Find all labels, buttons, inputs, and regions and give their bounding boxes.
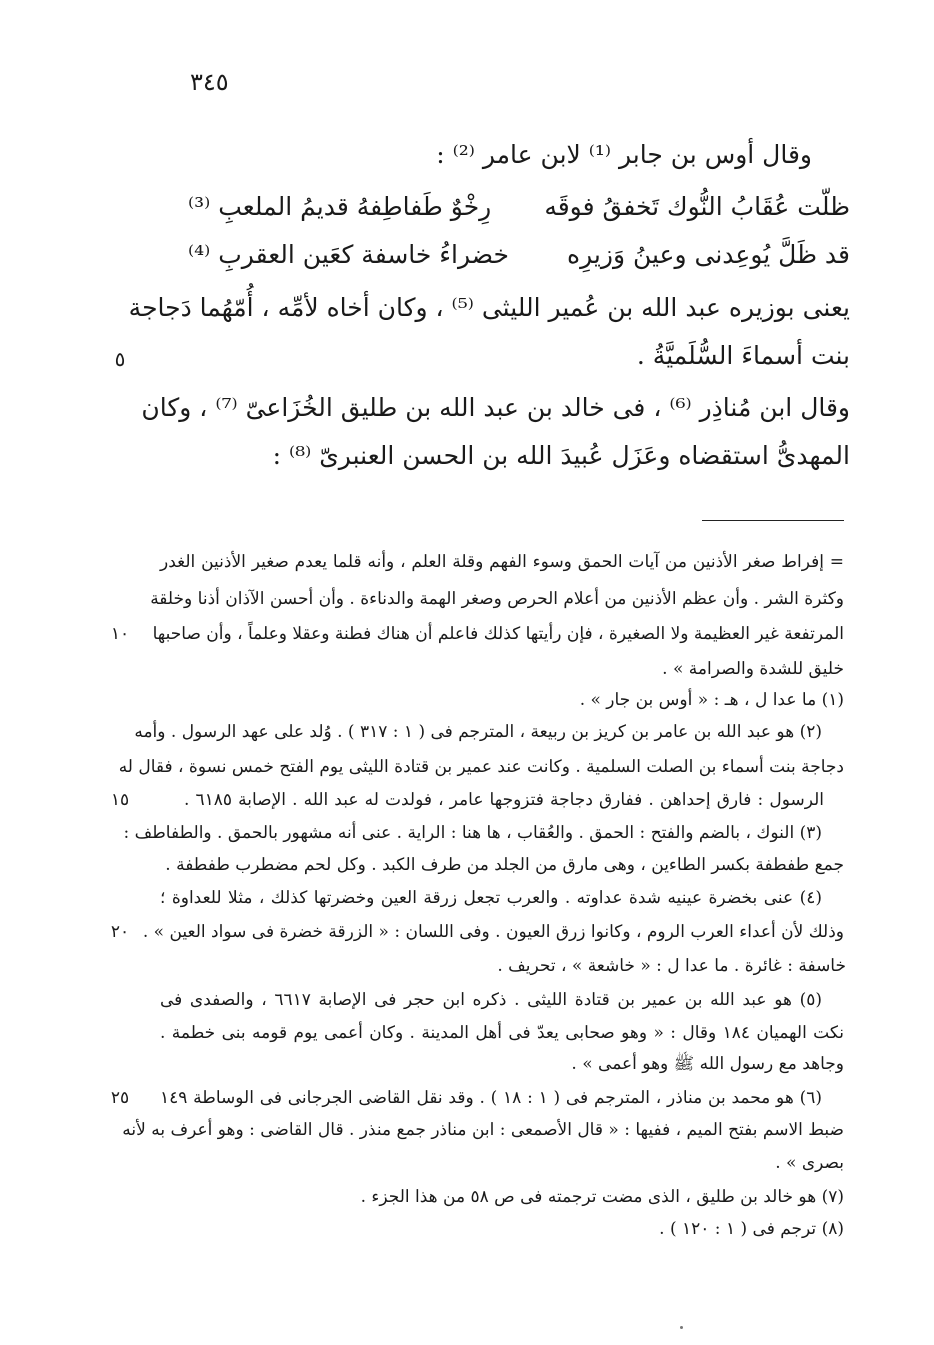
footnote-6-line-2: ضبط الاسم بفتح الميم ، ففيها : « قال الأصمعى : ابن مناذر جمع منذر . قال القاضى : وهو أعرف به لأنه	[122, 1120, 844, 1140]
footnote-separator	[702, 520, 844, 521]
footnote-4-line-2: وذلك لأن أعداء العرب الروم ، وكانوا زرق العيون . وفى اللسان : « الزرقة خضرة فى سواد العين » .	[142, 922, 844, 942]
line-number-15: ١٥	[110, 790, 130, 810]
verse-1-left-hemistich: رِخْوٌ طَفاطِفهُ قديمُ الملعبِ ⁽³⁾	[188, 192, 492, 221]
footnote-5-line-3: وجاهد مع رسول الله ﷺ وهو أعمى » .	[571, 1054, 844, 1074]
verse-2-left-hemistich: خضراءُ خاسفة كعَين العقربِ ⁽⁴⁾	[188, 240, 509, 269]
footnote-6-line-3: بصرى » .	[775, 1153, 844, 1173]
footnote-4-line-3: خاسفة : غائرة . ما عدا ل : « خاشعة » ، تحريف .	[497, 956, 846, 976]
line-number-10: ١٠	[110, 624, 130, 644]
footnote-2-line-3: الرسول : فارق إحداهن . ففارق دجاجة فتزوجها عامر ، فولدت له عبد الله . الإصابة ٦١٨٥ .	[184, 790, 825, 810]
footnote-continuation-line-4: خليق للشدة والصرامة » .	[662, 659, 844, 679]
line-number-25: ٢٥	[110, 1088, 130, 1108]
line-number-20: ٢٠	[110, 922, 130, 942]
footnote-3-line-2: جمع طفطفة بكسر الطاءين ، وهى مارق من الجلد من طرف الكبد . وكل لحم مضطرب طفطفة .	[165, 855, 844, 875]
footnote-continuation-line-3: المرتفعة غير العظيمة ولا الصغيرة ، فإن رأيتها كذلك فاعلم أن هناك فطنة وعقلا وعلماً ، وأن صاحبها	[152, 624, 844, 644]
intro-line: وقال أوس بن جابر ⁽¹⁾ لابن عامر ⁽²⁾ :	[436, 140, 812, 169]
footnote-continuation-line-2: وكثرة الشر . وأن عظم الأذنين من أعلام الحرص وصغر الهمة والدناءة . وأن أحسن الآذان أذنا وخلقة	[150, 589, 844, 609]
paragraph-1-line-1: يعنى بوزيره عبد الله بن عُمير الليثى ⁽⁵⁾ ، وكان أخاه لأمِّه ، أُمّهُما دَجاجة	[128, 293, 850, 322]
scan-speck	[680, 1326, 683, 1329]
footnote-1: (١) ما عدا ل ، هـ : « أوس بن جار » .	[579, 690, 844, 710]
footnote-5-line-2: نكت الهميان ١٨٤ وقال : « وهو صحابى يعدّ فى أهل المدينة . وكان أعمى يوم قومه بنى خطمة .	[160, 1023, 844, 1043]
footnote-3-line-1: (٣) النوك ، بالضم والفتح : الحمق . والعُقاب ، ها هنا : الراية . عنى أنه مشهور بالحمق . والطفاطف :	[123, 823, 822, 843]
verse-2-right-hemistich: قد ظَلَّ يُوعِدنى وعينُ وَزيرِه	[567, 240, 850, 269]
footnote-8: (٨) ترجم فى ( ١ : ١٢٠ ) .	[659, 1219, 844, 1239]
verse-1-right-hemistich: ظلّت عُقَابُ النُّوك تَخفقُ فوقَه	[544, 192, 850, 221]
footnote-2-line-1: (٢) هو عبد الله بن عامر بن كريز بن ربيعة ، المترجم فى ( ١ : ٣١٧ ) . وُلد على عهد الرسول . وأمه	[134, 722, 822, 742]
footnote-continuation-line-1: = إفراط صغر الأذنين من آيات الحمق وسوء الفهم وقلة العلم ، وأنه قلما يعدم صغير الأذنين الغدر	[160, 552, 844, 572]
footnote-2-line-2: دجاجة بنت أسماء بن الصلت السلمية . وكانت عند عمير بن قتادة الليثى يوم الفتح خمس نسوة ، فقال له	[118, 757, 844, 777]
paragraph-2-line-1: وقال ابن مُناذِر ⁽⁶⁾ ، فى خالد بن عبد الله بن طليق الخُزَاعىّ ⁽⁷⁾ ، وكان	[141, 393, 850, 422]
footnote-7: (٧) هو خالد بن طليق ، الذى مضت ترجمته فى ص ٥٨ من هذا الجزء .	[360, 1187, 844, 1207]
main-text	[128, 0, 850, 500]
page-number: ٣٤٥	[190, 68, 229, 96]
footnote-4-line-1: (٤) عنى بخضرة عينيه شدة عداوته . والعرب تجعل زرقة العين وخضرتها كذلك ، مثلا للعداوة ؛	[160, 888, 822, 908]
paragraph-1-line-2: بنت أسماءَ السُّلَميَّةُ .	[636, 341, 850, 370]
paragraph-2-line-2: المهدىُّ استقضاه وعَزَل عُبيدَ الله بن الحسن العنبرىّ ⁽⁸⁾ :	[272, 441, 850, 470]
footnote-6-line-1: (٦) هو محمد بن مناذر ، المترجم فى ( ١ : ١٨ ) . وقد نقل القاضى الجرجانى فى الوساطة ١٤٩	[160, 1088, 822, 1108]
line-number-5: ٥	[114, 347, 126, 371]
footnote-5-line-1: (٥) هو عبد الله بن عمير بن قتادة الليثى . ذكره ابن حجر فى الإصابة ٦٦١٧ ، والصفدى فى	[160, 990, 822, 1010]
